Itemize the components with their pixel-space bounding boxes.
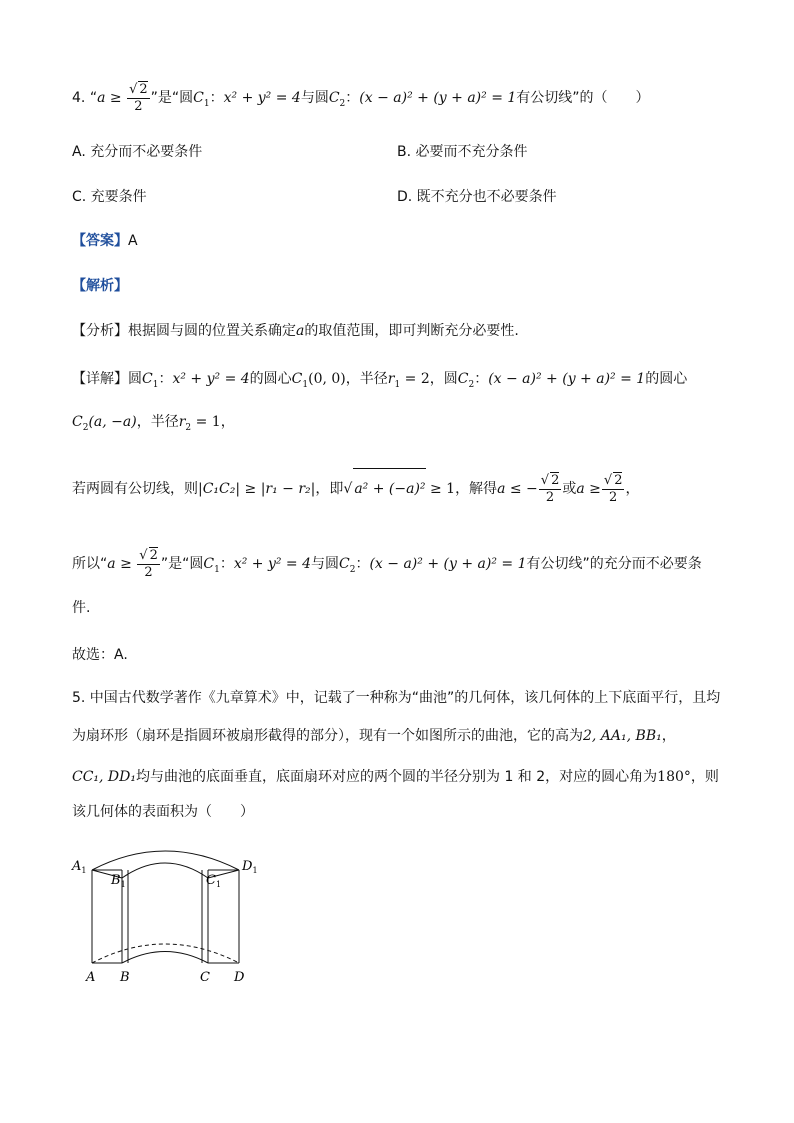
option-b: B. 必要而不充分条件: [397, 144, 528, 160]
analysis-label: 【解析】: [72, 278, 128, 294]
outer-bottom-arc: [92, 944, 239, 963]
fenxi: 【分析】根据圆与圆的位置关系确定a的取值范围，即可判断充分必要性.: [72, 323, 519, 339]
q5-line2: 为扇环形（扇环是指圆环被扇形截得的部分），现有一个如图所示的曲池，它的高为2, AA₁, BB₁，: [72, 728, 676, 744]
label-a: A: [86, 970, 96, 985]
option-d: D. 既不充分也不必要条件: [397, 189, 557, 205]
answer: [72, 231, 138, 251]
detail-line1: 【详解】圆$C_1$：x² + y² = 4的圆心$C_1(0$, 0)，半径$r_1 = 2$，圆$C_2$：(x − a)² + (y + a)² = 1的圆心: [72, 371, 688, 390]
q4-stem: 4. “a ≥ $\frac{√ 2}{2}$ ”是“圆$C_1$：x² + y² = 4与圆$C_2$：(x − a)² + (y + a)² = 1有公切线”的（ ）: [72, 82, 650, 114]
answer-value: A: [128, 233, 138, 249]
sqrt2-over-2: $\frac{√ 2}{2}$: [129, 82, 148, 114]
inner-bottom-arc: [122, 952, 208, 964]
inner-top-arc: [122, 863, 208, 878]
label-a1: $A_1$: [72, 859, 87, 875]
label-d1: $D_1$: [242, 859, 258, 875]
answer-label: 【答案】: [72, 233, 128, 249]
q5-line1: 5. 中国古代数学著作《九章算术》中，记载了一种称为“曲池”的几何体，该几何体的上下底面平行，且均: [72, 690, 721, 706]
open-quote: “: [89, 90, 98, 106]
label-c: C: [200, 970, 210, 985]
option-a: A. 充分而不必要条件: [72, 144, 203, 160]
q5-line3: CC₁, DD₁均与曲池的底面垂直，底面扇环对应的两个圆的半径分别为 1 和 2，对应的圆心角为180°，则: [72, 769, 719, 785]
detail-line3: 若两圆有公切线，则|C₁C₂| ≥ |r₁ − r₂|，即√ a² + (−a)² ≥ 1，解得a ≤ − $\frac{√ 2}{2}$ 或a ≥ $\frac{√ 2}{2}$ ，: [72, 468, 639, 508]
label-c1: $C_1$: [206, 873, 222, 889]
option-c: C. 充要条件: [72, 189, 147, 205]
choose: 故选：A.: [72, 647, 128, 663]
detail-line2: $C_2(a$, −a)，半径$r_2 = 1$，: [72, 414, 235, 433]
detail-line4: 所以“a ≥ $\frac{√ 2}{2}$ ”是“圆$C_1$：x² + y² = 4与圆$C_2$：(x − a)² + (y + a)² = 1有公切线”的充分而不必要条: [72, 548, 702, 580]
q5-line4: 该几何体的表面积为（ ）: [72, 804, 254, 820]
label-b1: $B_1$: [111, 873, 126, 889]
label-d: D: [234, 970, 245, 985]
outer-top-arc: [92, 851, 239, 870]
label-b: B: [120, 970, 130, 985]
detail-line4-cont: 件.: [72, 600, 91, 616]
curved-pool-figure: [68, 840, 288, 990]
q4-number: 4.: [72, 90, 86, 106]
